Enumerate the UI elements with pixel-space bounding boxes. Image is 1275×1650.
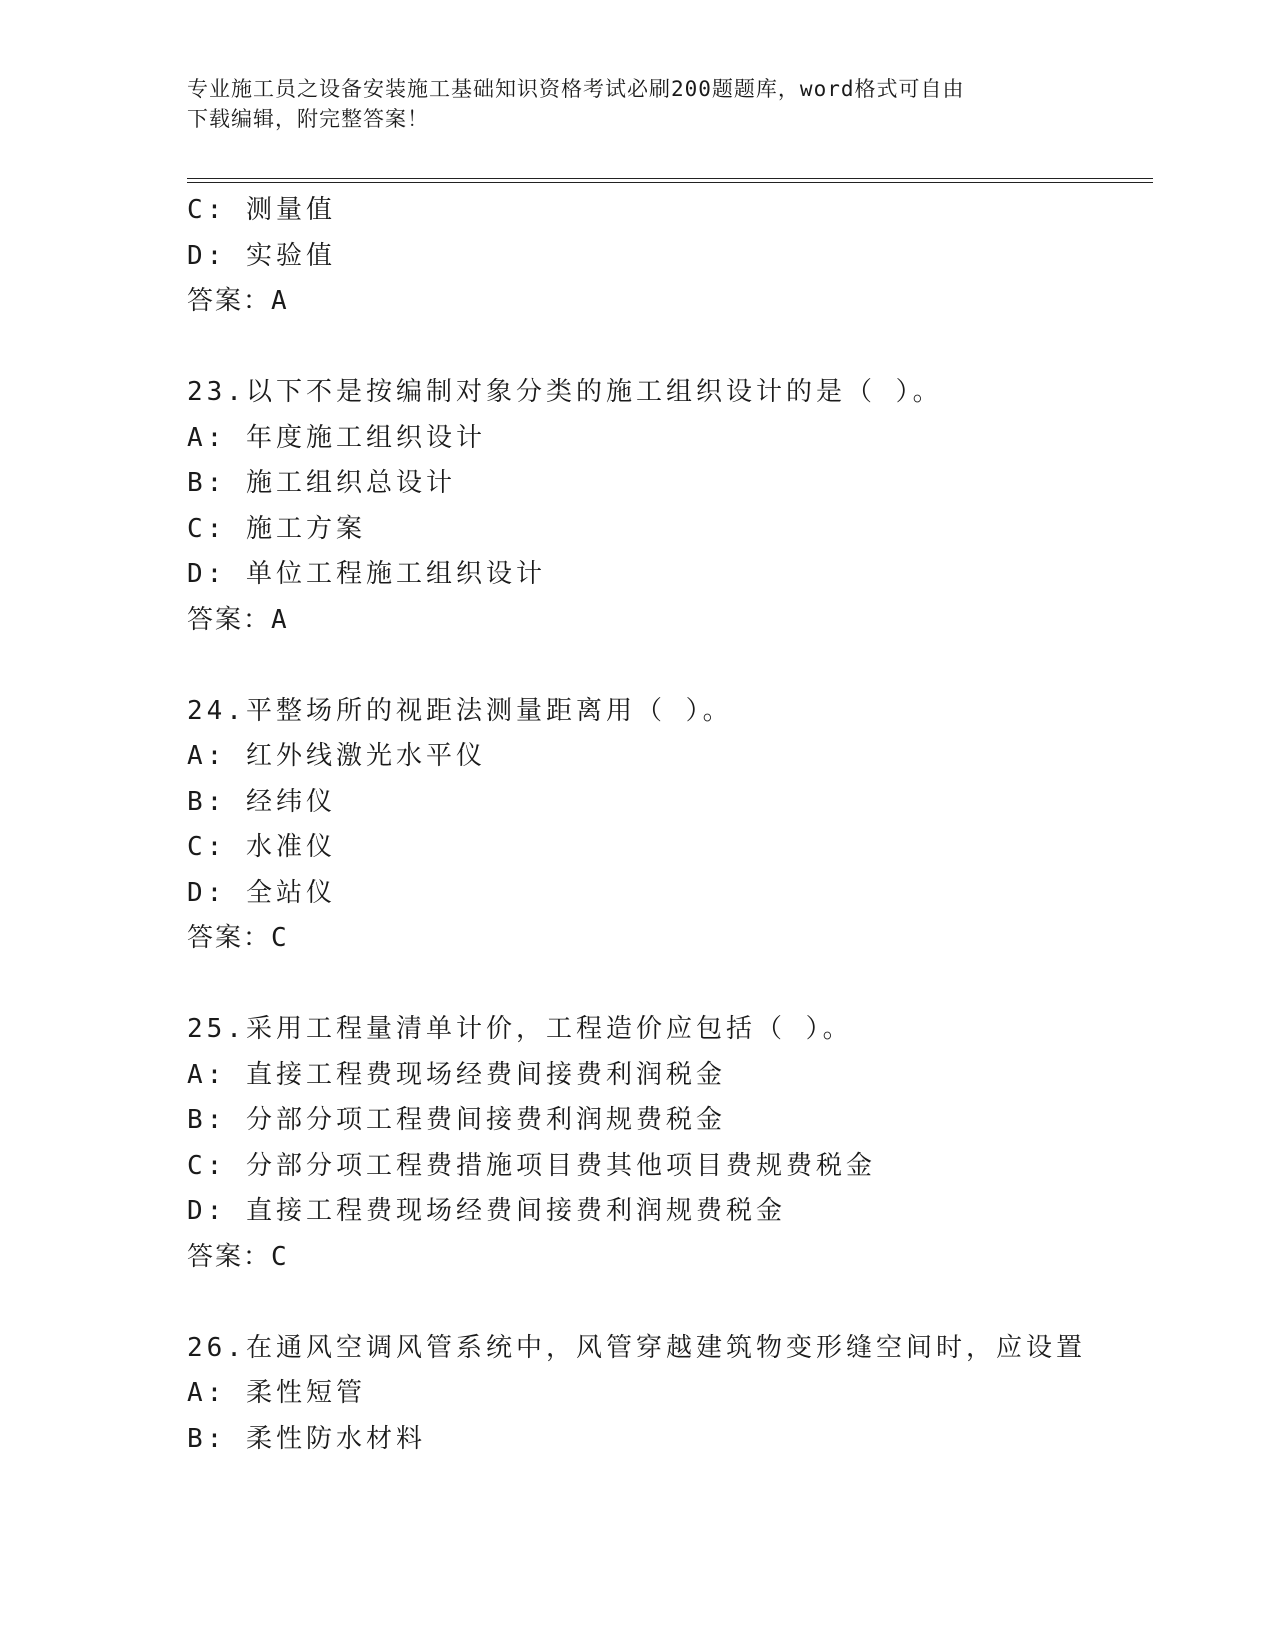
spacer [187, 1280, 1147, 1326]
answer-line [187, 916, 1147, 962]
option-a: A: 直接工程费现场经费间接费利润税金 [187, 1059, 726, 1090]
option-d: D: 全站仪 [187, 877, 336, 908]
question-block-25 [187, 1007, 1147, 1280]
header-title-line-1: 专业施工员之设备安装施工基础知识资格考试必刷200题题库，word格式可自由 [187, 77, 965, 101]
option-b: B: 柔性防水材料 [187, 1423, 426, 1454]
question-block-26 [187, 1326, 1147, 1463]
answer-label: 答案： [187, 923, 272, 953]
answer-value: A [271, 604, 289, 635]
spacer [187, 962, 1147, 1008]
question-text: 23.以下不是按编制对象分类的施工组织设计的是（ ）。 [187, 377, 943, 407]
option-d: D: 单位工程施工组织设计 [187, 559, 546, 589]
option-a: A: 柔性短管 [187, 1378, 366, 1408]
answer-line [187, 1235, 1147, 1281]
document-header [187, 74, 1067, 134]
question-text: 24.平整场所的视距法测量距离用（ ）。 [187, 695, 733, 726]
option-c: C: 水准仪 [187, 832, 336, 862]
header-divider [187, 178, 1153, 183]
option-b: B: 分部分项工程费间接费利润规费税金 [187, 1105, 726, 1135]
answer-value: C [271, 923, 289, 953]
option-c: C: 分部分项工程费措施项目费其他项目费规费税金 [187, 1150, 876, 1181]
option-c: C: 测量值 [187, 195, 336, 225]
answer-value: C [271, 1241, 289, 1272]
question-block-22-continued [187, 188, 1147, 325]
answer-label: 答案： [187, 1241, 272, 1272]
answer-label: 答案： [187, 286, 272, 316]
spacer [187, 325, 1147, 371]
option-c: C: 施工方案 [187, 513, 366, 544]
answer-value: A [271, 286, 289, 316]
question-list [187, 188, 1147, 1462]
answer-label: 答案： [187, 604, 272, 635]
spacer [187, 643, 1147, 689]
question-text: 26.在通风空调风管系统中，风管穿越建筑物变形缝空间时，应设置 [187, 1332, 1086, 1363]
option-a: A: 年度施工组织设计 [187, 422, 486, 453]
option-b: B: 施工组织总设计 [187, 468, 456, 498]
answer-line [187, 598, 1147, 644]
option-d: D: 实验值 [187, 240, 336, 271]
question-text: 25.采用工程量清单计价，工程造价应包括（ ）。 [187, 1014, 853, 1044]
option-a: A: 红外线激光水平仪 [187, 741, 486, 771]
question-block-24 [187, 689, 1147, 962]
option-d: D: 直接工程费现场经费间接费利润规费税金 [187, 1196, 786, 1226]
option-b: B: 经纬仪 [187, 786, 336, 817]
answer-line [187, 279, 1147, 325]
question-block-23 [187, 370, 1147, 643]
header-title-line-2: 下载编辑，附完整答案！ [187, 107, 429, 131]
